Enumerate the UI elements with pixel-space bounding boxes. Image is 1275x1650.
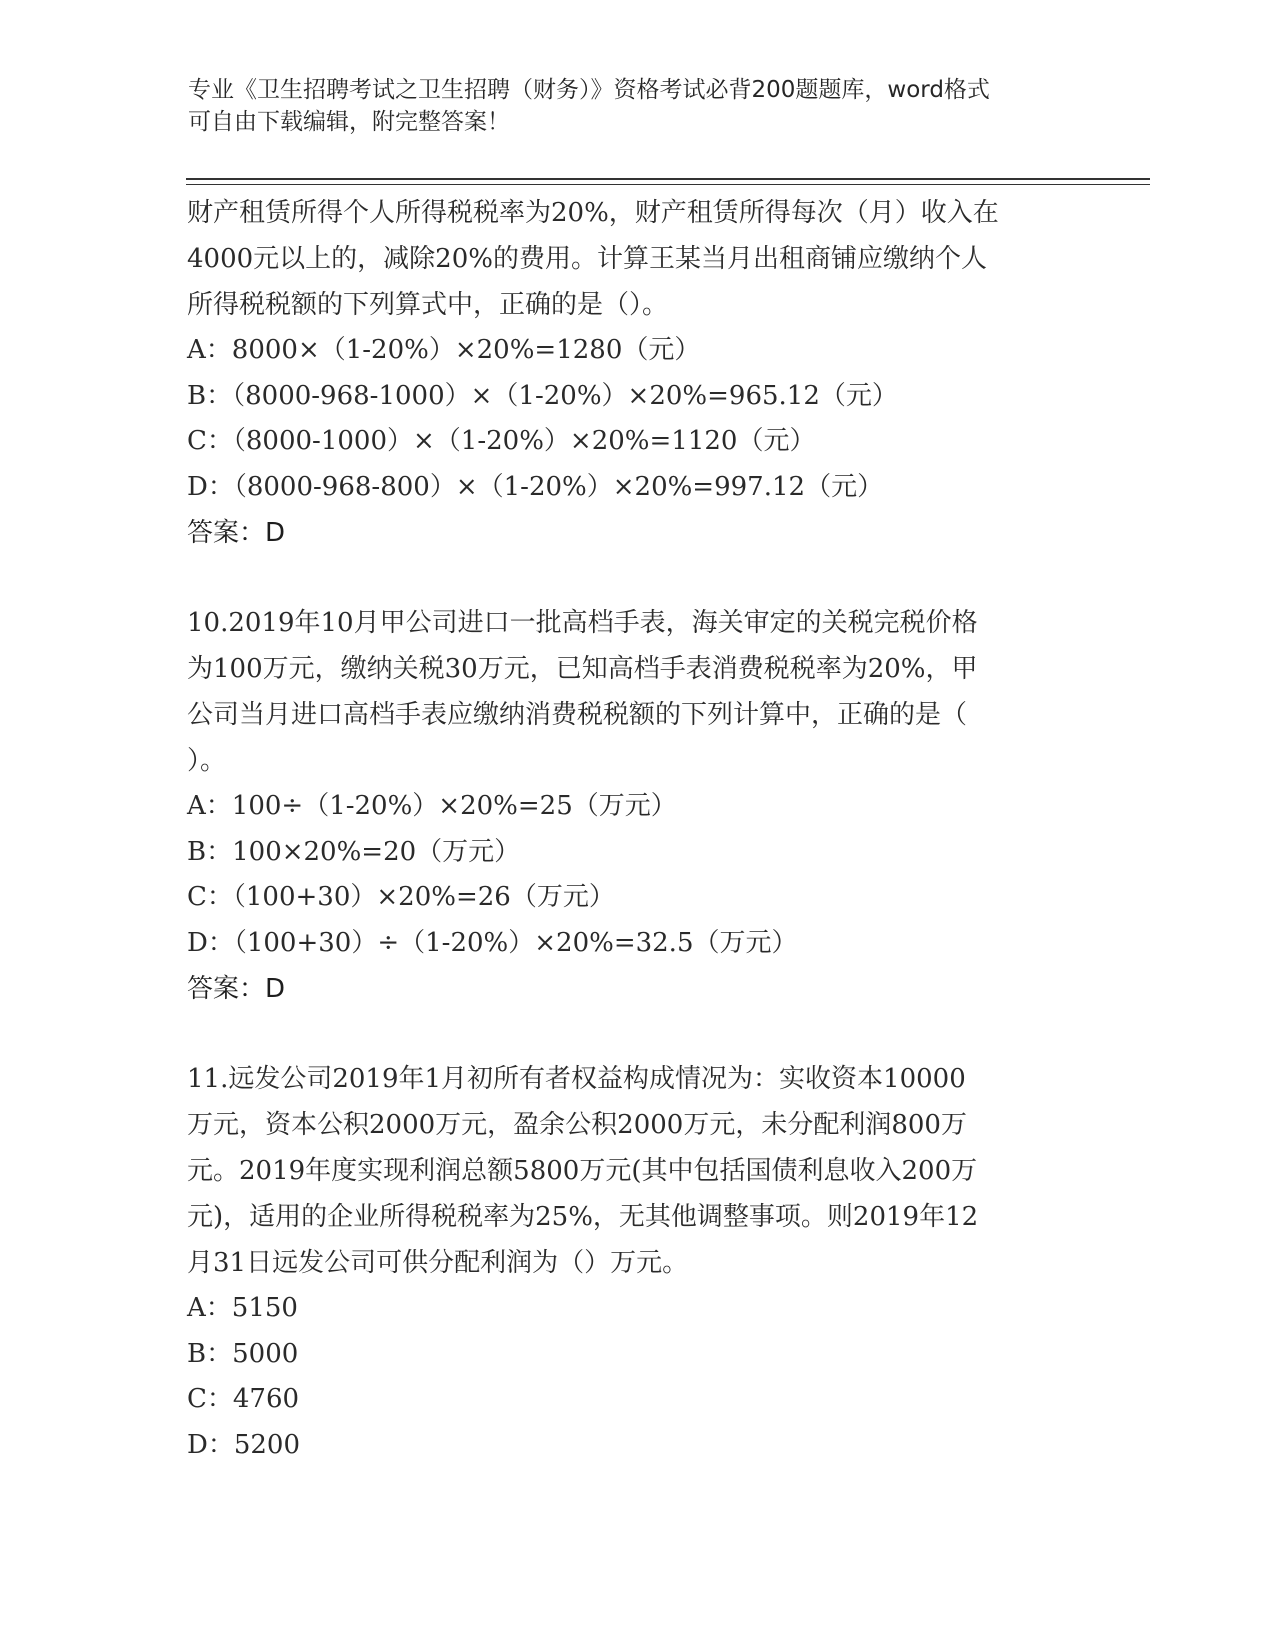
answer-line: 答案：D <box>187 974 286 1004</box>
option-a: A：5150 <box>187 1293 298 1323</box>
question-stem-line: 万元，资本公积2000万元，盈余公积2000万元，未分配利润800万 <box>187 1110 967 1140</box>
header-title-line-2: 可自由下载编辑，附完整答案！ <box>188 109 510 135</box>
question-stem-line: ）。 <box>187 746 227 776</box>
question-stem-line: 4000元以上的，减除20%的费用。计算王某当月出租商铺应缴纳个人 <box>187 244 987 274</box>
header-divider-thick <box>186 178 1150 180</box>
question-9 <box>187 190 1087 556</box>
option-c: C：（100+30）×20%=26（万元） <box>187 882 615 912</box>
option-c: C：4760 <box>187 1384 300 1414</box>
question-11 <box>187 1056 1087 1468</box>
option-b: B：（8000-968-1000）×（1-20%）×20%=965.12（元） <box>187 380 898 411</box>
question-stem-line: 所得税税额的下列算式中，正确的是（）。 <box>187 290 669 320</box>
question-stem-line: 为100万元，缴纳关税30万元，已知高档手表消费税税率为20%，甲 <box>187 654 978 684</box>
question-stem-line: 元)，适用的企业所得税税率为25%，无其他调整事项。则2019年12 <box>187 1202 979 1232</box>
question-spacer <box>187 556 1087 600</box>
question-stem-line: 月31日远发公司可供分配利润为（）万元。 <box>187 1248 689 1278</box>
option-b: B：100×20%=20（万元） <box>187 836 521 867</box>
option-c: C：（8000-1000）×（1-20%）×20%=1120（元） <box>187 426 816 456</box>
answer-line: 答案：D <box>187 518 286 548</box>
option-d: D：5200 <box>187 1429 301 1460</box>
question-stem-line: 11.远发公司2019年1月初所有者权益构成情况为：实收资本10000 <box>187 1064 966 1094</box>
option-b: B：5000 <box>187 1338 299 1369</box>
document-header <box>188 74 1088 138</box>
question-10 <box>187 600 1087 1012</box>
question-stem-line: 财产租赁所得个人所得税税率为20%，财产租赁所得每次（月）收入在 <box>187 198 999 228</box>
header-title-line-1: 专业《卫生招聘考试之卫生招聘（财务）》资格考试必背200题题库，word格式 <box>188 77 990 103</box>
option-a: A：8000×（1-20%）×20%=1280（元） <box>187 335 701 365</box>
header-divider-thin <box>186 184 1150 185</box>
question-spacer <box>187 1012 1087 1056</box>
question-stem-line: 10.2019年10月甲公司进口一批高档手表，海关审定的关税完税价格 <box>187 608 978 638</box>
question-list <box>187 190 1087 1468</box>
option-d: D：（100+30）÷（1-20%）×20%=32.5（万元） <box>187 927 798 958</box>
option-d: D：（8000-968-800）×（1-20%）×20%=997.12（元） <box>187 471 884 502</box>
question-stem-line: 公司当月进口高档手表应缴纳消费税税额的下列计算中，正确的是（ <box>187 700 968 730</box>
question-stem-line: 元。2019年度实现利润总额5800万元(其中包括国债利息收入200万 <box>187 1156 978 1186</box>
option-a: A：100÷（1-20%）×20%=25（万元） <box>187 791 677 821</box>
